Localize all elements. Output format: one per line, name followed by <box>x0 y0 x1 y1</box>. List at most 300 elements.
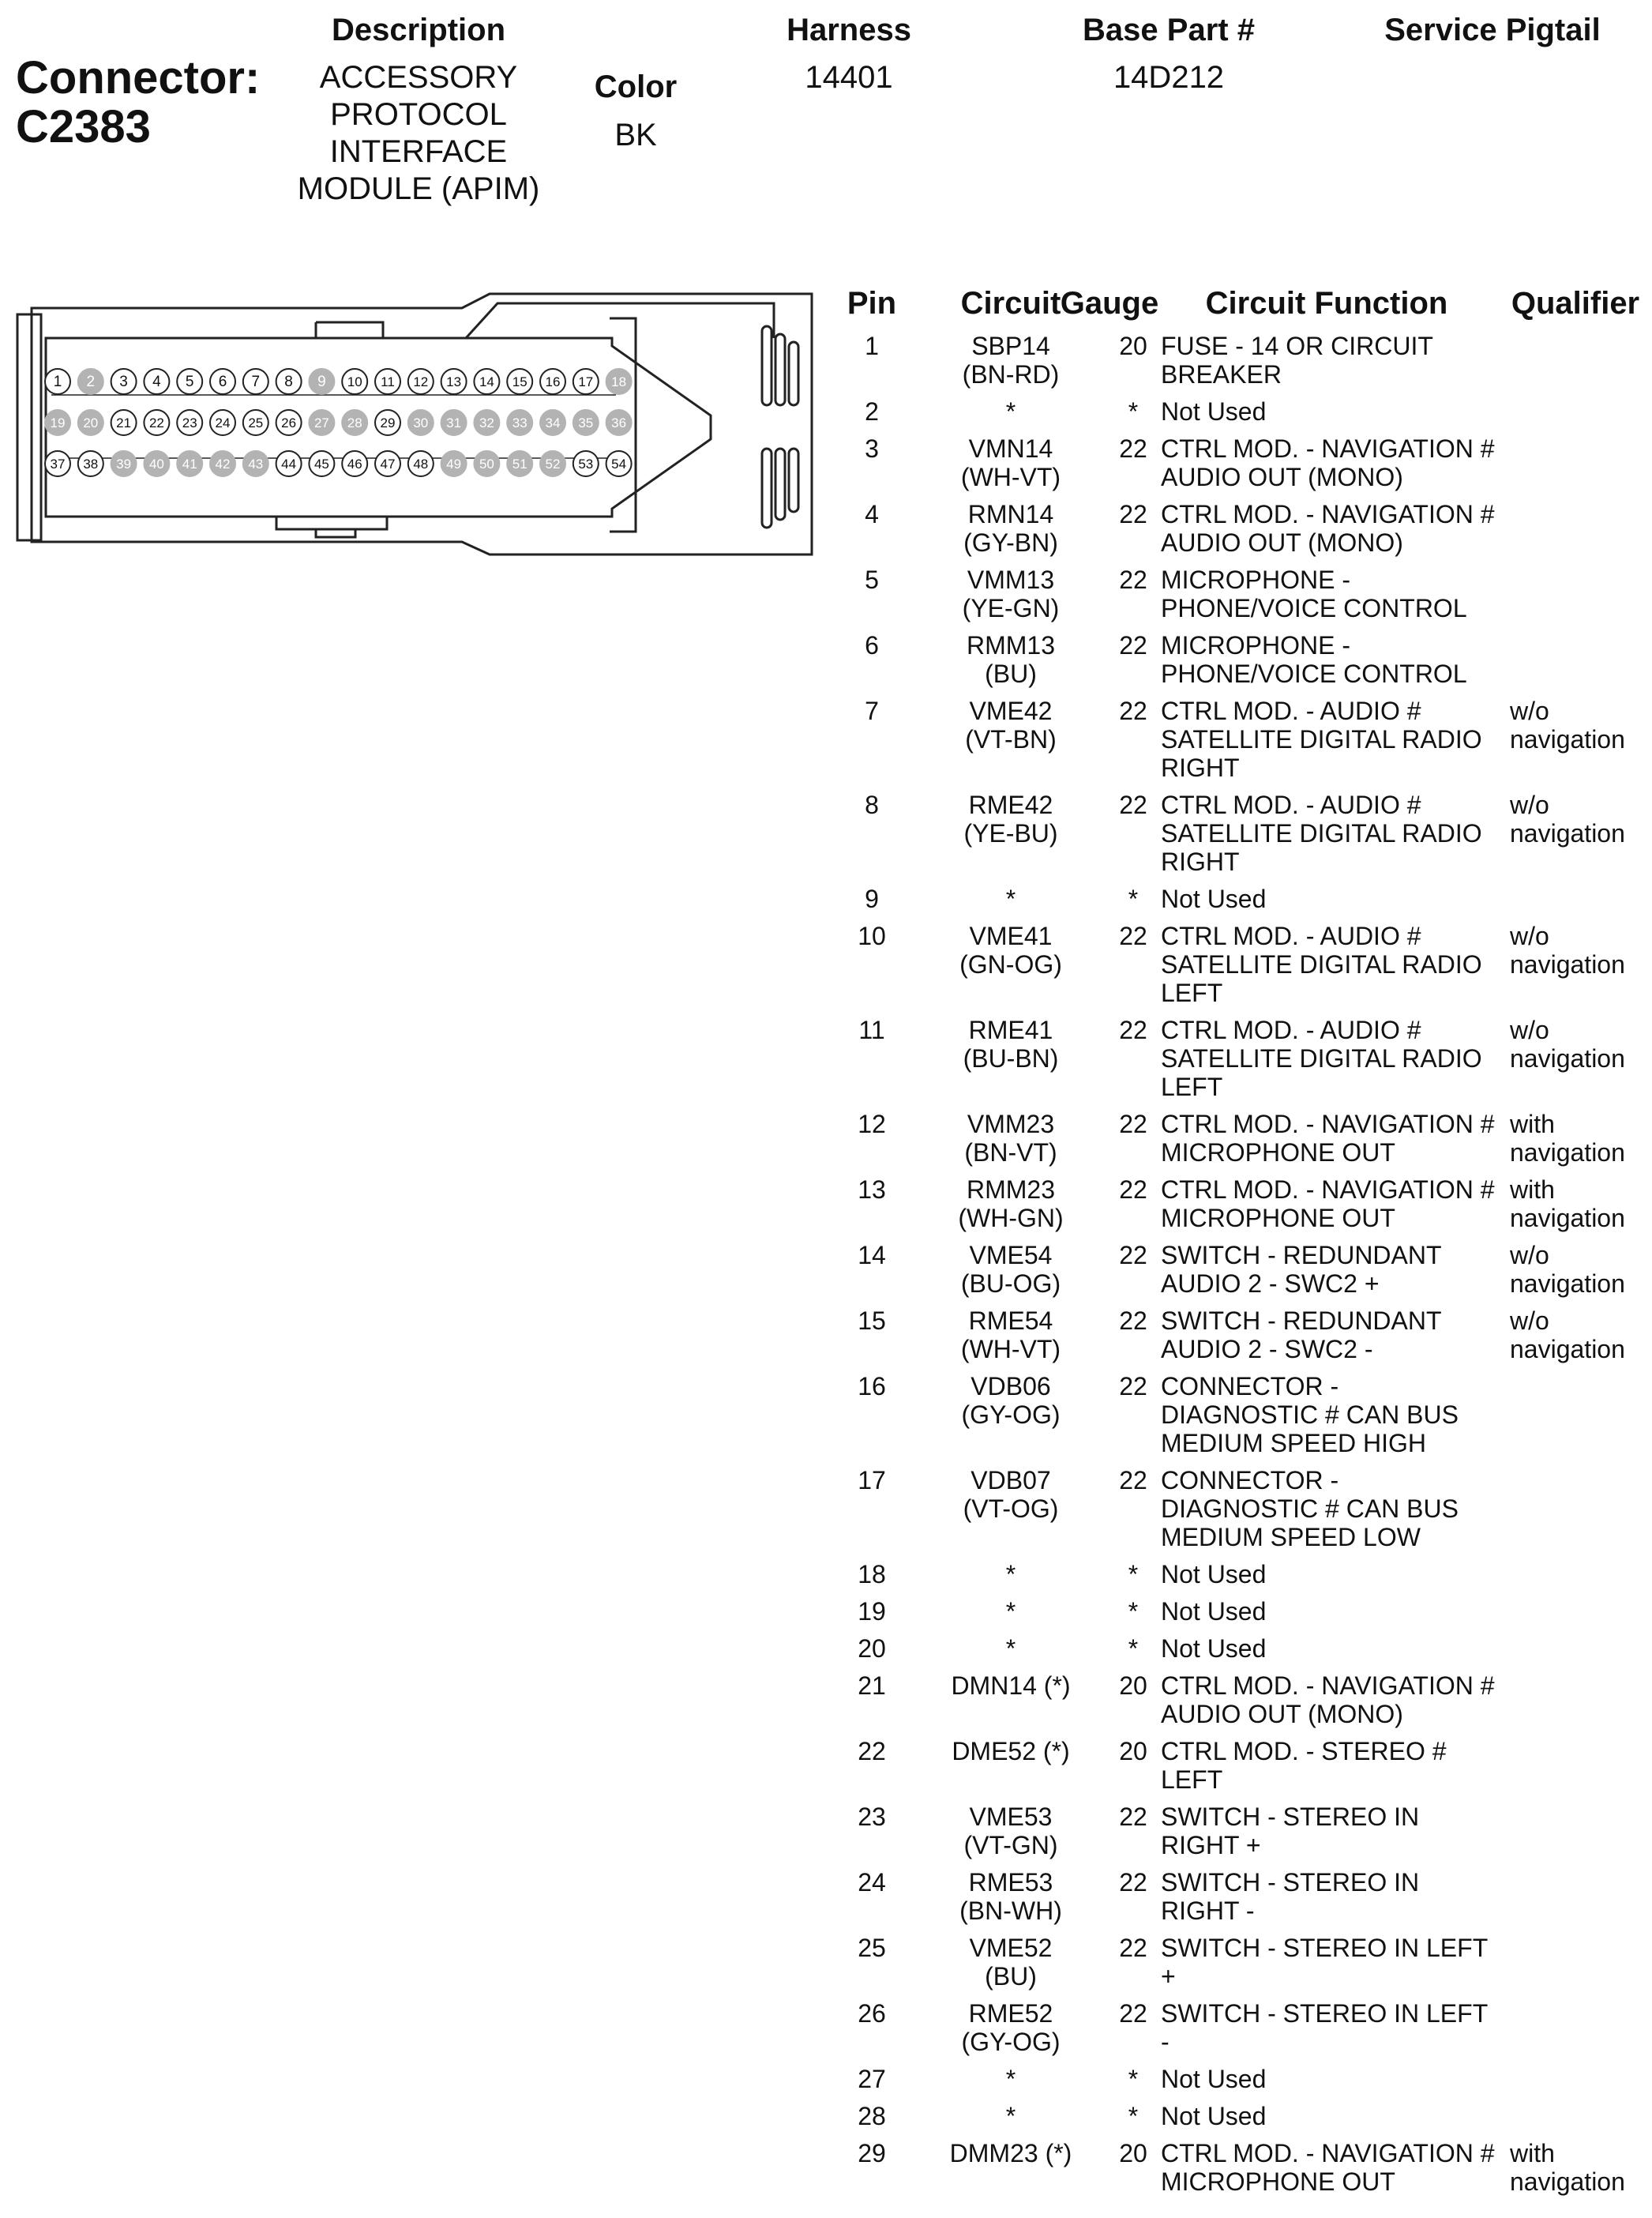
circuit-cell-line: (WH-VT) <box>960 1335 1061 1363</box>
function-cell-line: CTRL MOD. - AUDIO # <box>1161 697 1421 725</box>
circuit-cell-line: VME53 <box>969 1803 1053 1831</box>
pin-number: 4 <box>152 374 161 390</box>
function-cell-line: AUDIO 2 - SWC2 + <box>1161 1269 1380 1298</box>
pin-cavity <box>210 451 235 476</box>
pin-cavity <box>78 451 103 476</box>
table-row <box>821 332 1643 389</box>
pin-number: 18 <box>611 374 627 389</box>
pin-number: 32 <box>479 415 494 430</box>
pin-cavity <box>408 451 434 476</box>
table-row <box>821 1999 1643 2056</box>
table-row <box>821 1175 1643 1232</box>
pin-cavity <box>78 410 103 435</box>
function-cell-line: CTRL MOD. - NAVIGATION # <box>1161 1175 1495 1204</box>
table-row <box>821 791 1643 876</box>
pin-cavity <box>45 410 70 435</box>
harness-header: Harness <box>787 13 911 47</box>
function-cell <box>1161 434 1532 491</box>
pin-cavity <box>408 410 434 435</box>
function-cell-line: MEDIUM SPEED HIGH <box>1161 1429 1427 1457</box>
qualifier-cell <box>1510 1241 1652 1298</box>
qualifier-cell <box>1510 791 1652 848</box>
pin-cavity <box>144 410 169 435</box>
pin-cavity <box>243 451 268 476</box>
circuit-cell-line: (WH-VT) <box>960 463 1061 491</box>
function-cell-line: Not Used <box>1161 2102 1267 2130</box>
pin-cavity <box>573 369 599 394</box>
function-cell-line: - <box>1161 2028 1170 2056</box>
function-cell-line: Not Used <box>1161 1560 1267 1588</box>
circuit-cell-line: SBP14 <box>971 332 1050 360</box>
function-cell-line: SATELLITE DIGITAL RADIO <box>1161 1044 1482 1073</box>
pin-cavity <box>342 410 367 435</box>
circuit-cell-line: RMM23 <box>966 1175 1055 1204</box>
pin-cavity <box>441 451 467 476</box>
circuit-cell-line: VME42 <box>969 697 1053 725</box>
function-cell-line: Not Used <box>1161 397 1267 426</box>
gauge-cell: * <box>1128 1634 1139 1663</box>
pin-cavity <box>507 451 532 476</box>
gauge-cell: 20 <box>1119 1737 1147 1765</box>
pin-cavity <box>210 410 235 435</box>
gauge-cell: 22 <box>1119 566 1147 594</box>
pin-cavity <box>474 410 499 435</box>
qualifier-cell <box>1510 697 1652 754</box>
pin-number: 33 <box>512 415 528 430</box>
function-cell <box>1161 1934 1532 1991</box>
circuit-cell-line: (WH-GN) <box>958 1204 1064 1232</box>
gauge-cell: * <box>1128 1560 1139 1588</box>
pin-number: 24 <box>215 415 231 430</box>
function-cell-line: CTRL MOD. - AUDIO # <box>1161 791 1421 819</box>
function-cell-line: CTRL MOD. - NAVIGATION # <box>1161 1110 1495 1138</box>
function-cell-line: LEFT <box>1161 1765 1223 1794</box>
pin-cavity <box>573 451 599 476</box>
pin-number: 46 <box>347 457 362 472</box>
circuit-cell-line: (BU) <box>985 660 1037 688</box>
pin-cavity <box>375 410 400 435</box>
function-cell <box>1161 1241 1532 1298</box>
col-header-pin: Pin <box>847 286 897 321</box>
pin-cavity <box>177 410 202 435</box>
base-part-header: Base Part # <box>1083 13 1255 47</box>
table-row <box>821 2102 1643 2130</box>
function-cell-line: MICROPHONE OUT <box>1161 2167 1395 2196</box>
circuit-cell-line: * <box>1005 1597 1016 1626</box>
pin-number: 2 <box>86 374 96 390</box>
pin-cell: 5 <box>865 566 879 594</box>
function-cell <box>1161 2139 1532 2196</box>
pin-number: 34 <box>545 415 561 430</box>
function-cell-line: AUDIO OUT (MONO) <box>1161 1700 1403 1728</box>
circuit-cell-line: (VT-GN) <box>963 1831 1058 1859</box>
pin-cavity <box>540 451 565 476</box>
qualifier-cell <box>1510 1110 1652 1167</box>
pin-cell: 14 <box>858 1241 886 1269</box>
gauge-cell: * <box>1128 2065 1139 2093</box>
function-cell <box>1161 1560 1532 1588</box>
circuit-cell-line: DMN14 (*) <box>951 1671 1071 1700</box>
pin-number: 14 <box>479 374 494 389</box>
connector-label: Connector: <box>16 52 261 103</box>
qualifier-cell-line: navigation <box>1510 819 1625 848</box>
gauge-cell: 22 <box>1119 1241 1147 1269</box>
gauge-cell: * <box>1128 885 1139 913</box>
gauge-cell: * <box>1128 397 1139 426</box>
qualifier-cell-line: navigation <box>1510 1269 1625 1298</box>
gauge-cell: 22 <box>1119 1016 1147 1044</box>
service-pigtail-header: Service Pigtail <box>1384 13 1601 47</box>
pin-number: 11 <box>381 374 395 389</box>
gauge-cell: 22 <box>1119 697 1147 725</box>
function-cell <box>1161 1803 1532 1859</box>
pin-cavity <box>375 369 400 394</box>
gauge-cell: 22 <box>1119 1372 1147 1400</box>
description-header: Description <box>331 13 506 47</box>
qualifier-cell-line: w/o <box>1510 791 1549 819</box>
circuit-cell-line: (GN-OG) <box>959 950 1062 979</box>
pin-number: 13 <box>446 374 462 389</box>
circuit-cell-line: (BU) <box>985 1962 1037 1991</box>
circuit-cell-line: VDB07 <box>971 1466 1051 1494</box>
function-cell-line: LEFT <box>1161 979 1223 1007</box>
pin-cell: 19 <box>858 1597 886 1626</box>
circuit-cell-line: RME53 <box>968 1868 1053 1897</box>
function-cell-line: FUSE - 14 OR CIRCUIT <box>1161 332 1433 360</box>
function-cell-line: MICROPHONE - <box>1161 566 1350 594</box>
function-cell-line: SWITCH - REDUNDANT <box>1161 1306 1442 1335</box>
pin-cell: 17 <box>858 1466 886 1494</box>
qualifier-cell-line: navigation <box>1510 1138 1625 1167</box>
description-value: ACCESSORY PROTOCOL INTERFACE MODULE (APIM) <box>297 60 540 206</box>
function-cell <box>1161 631 1532 688</box>
pin-cavity <box>78 369 103 394</box>
pin-cell: 8 <box>865 791 879 819</box>
gauge-cell: 20 <box>1119 332 1147 360</box>
function-cell-line: SWITCH - STEREO IN LEFT <box>1161 1934 1489 1962</box>
pin-cavity <box>111 369 137 394</box>
function-cell <box>1161 885 1532 913</box>
gauge-cell: * <box>1128 2102 1139 2130</box>
circuit-cell-line: * <box>1005 885 1016 913</box>
table-row <box>821 1737 1643 1794</box>
pin-number: 12 <box>413 374 429 389</box>
pin-cavity <box>375 451 400 476</box>
function-cell-line: CTRL MOD. - NAVIGATION # <box>1161 434 1495 463</box>
function-cell <box>1161 1634 1532 1663</box>
qualifier-cell-line: navigation <box>1510 950 1625 979</box>
qualifier-cell-line: navigation <box>1510 2167 1625 2196</box>
function-cell-line: + <box>1161 1962 1176 1991</box>
pin-cavity <box>408 369 434 394</box>
function-cell-line: MEDIUM SPEED LOW <box>1161 1523 1421 1551</box>
function-cell-line: CONNECTOR - <box>1161 1372 1339 1400</box>
pin-number: 45 <box>314 457 329 472</box>
pin-cavity <box>573 410 599 435</box>
pin-number: 7 <box>251 374 261 390</box>
function-cell-line: CTRL MOD. - AUDIO # <box>1161 1016 1421 1044</box>
pin-cavity <box>177 369 202 394</box>
qualifier-cell-line: with <box>1510 2139 1555 2167</box>
circuit-cell-line: VMM23 <box>967 1110 1055 1138</box>
qualifier-cell-line: w/o <box>1510 922 1549 950</box>
function-cell-line: RIGHT <box>1161 848 1240 876</box>
function-cell-line: SATELLITE DIGITAL RADIO <box>1161 819 1482 848</box>
pin-cavity <box>111 451 137 476</box>
gauge-cell: 22 <box>1119 791 1147 819</box>
pin-cell: 16 <box>858 1372 886 1400</box>
circuit-cell-line: RME41 <box>968 1016 1053 1044</box>
pin-number: 44 <box>281 457 297 472</box>
pin-number: 20 <box>83 415 99 430</box>
pin-cavity <box>210 369 235 394</box>
function-cell <box>1161 1868 1532 1925</box>
col-header-gauge: Gauge <box>1060 286 1159 321</box>
table-row <box>821 1597 1643 1626</box>
circuit-cell-line: DMM23 (*) <box>949 2139 1072 2167</box>
pin-number: 54 <box>611 457 627 472</box>
pin-grid <box>45 369 632 476</box>
circuit-cell-line: (BN-WH) <box>959 1897 1062 1925</box>
pin-cavity <box>606 451 632 476</box>
pin-number: 27 <box>314 415 329 430</box>
pin-cell: 7 <box>865 697 879 725</box>
pin-cavity <box>144 369 169 394</box>
pin-number: 8 <box>284 374 293 390</box>
pin-number: 23 <box>182 415 197 430</box>
color-value: BK <box>614 118 657 152</box>
function-cell <box>1161 1110 1532 1167</box>
pin-number: 30 <box>413 415 429 430</box>
gauge-cell: 22 <box>1119 1868 1147 1897</box>
circuit-cell-line: (BN-RD) <box>962 360 1060 389</box>
function-cell <box>1161 566 1532 622</box>
circuit-cell-line: (YE-GN) <box>962 594 1060 622</box>
function-cell-line: RIGHT + <box>1161 1831 1261 1859</box>
pin-number: 29 <box>380 415 396 430</box>
pin-cavity <box>606 369 632 394</box>
table-row <box>821 1466 1643 1551</box>
function-cell <box>1161 791 1532 876</box>
pin-cell: 22 <box>858 1737 886 1765</box>
pin-cavity <box>342 451 367 476</box>
gauge-cell: 22 <box>1119 1466 1147 1494</box>
pin-cavity <box>309 410 334 435</box>
table-row <box>821 1372 1643 1457</box>
pin-number: 48 <box>413 457 429 472</box>
circuit-cell-line: RME54 <box>968 1306 1053 1335</box>
qualifier-cell-line: w/o <box>1510 1016 1549 1044</box>
table-row <box>821 1634 1643 1663</box>
pin-cell: 20 <box>858 1634 886 1663</box>
qualifier-cell-line: with <box>1510 1175 1555 1204</box>
pin-number: 53 <box>578 457 594 472</box>
function-cell <box>1161 1737 1532 1794</box>
function-cell <box>1161 500 1532 557</box>
table-row <box>821 1110 1643 1167</box>
pin-number: 31 <box>446 415 462 430</box>
function-cell-line: MICROPHONE OUT <box>1161 1204 1395 1232</box>
circuit-cell-line: * <box>1005 397 1016 426</box>
qualifier-cell-line: w/o <box>1510 1306 1549 1335</box>
circuit-cell-line: (YE-BU) <box>963 819 1058 848</box>
base-part-value: 14D212 <box>1113 60 1225 95</box>
connector-title <box>16 54 260 152</box>
gauge-cell: 20 <box>1119 1671 1147 1700</box>
pin-number: 51 <box>512 457 528 472</box>
qualifier-cell-line: w/o <box>1510 1241 1549 1269</box>
qualifier-cell-line: with <box>1510 1110 1555 1138</box>
function-cell-line: SWITCH - REDUNDANT <box>1161 1241 1442 1269</box>
circuit-cell-line: (BU-BN) <box>963 1044 1059 1073</box>
function-cell-line: PHONE/VOICE CONTROL <box>1161 660 1467 688</box>
circuit-cell-line: VME41 <box>969 922 1053 950</box>
gauge-cell: 22 <box>1119 922 1147 950</box>
table-row <box>821 631 1643 688</box>
circuit-cell-line: VME52 <box>969 1934 1053 1962</box>
pin-cavity <box>309 451 334 476</box>
pin-number: 17 <box>578 374 594 389</box>
qualifier-cell-line: w/o <box>1510 697 1549 725</box>
pin-number: 15 <box>512 374 528 389</box>
qualifier-cell-line: navigation <box>1510 1044 1625 1073</box>
pin-cell: 28 <box>858 2102 886 2130</box>
function-cell <box>1161 1999 1532 2056</box>
function-cell-line: DIAGNOSTIC # CAN BUS <box>1161 1494 1459 1523</box>
function-cell <box>1161 1372 1532 1457</box>
qualifier-cell-line: navigation <box>1510 725 1625 754</box>
function-cell-line: MICROPHONE OUT <box>1161 1138 1395 1167</box>
function-cell <box>1161 1671 1532 1728</box>
gauge-cell: 22 <box>1119 1306 1147 1335</box>
function-cell-line: CTRL MOD. - NAVIGATION # <box>1161 1671 1495 1700</box>
table-row <box>821 1868 1643 1925</box>
pin-cavity <box>441 410 467 435</box>
circuit-cell-line: (VT-BN) <box>965 725 1057 754</box>
pin-cavity <box>441 369 467 394</box>
function-cell <box>1161 397 1532 426</box>
gauge-cell: 20 <box>1119 2139 1147 2167</box>
pin-number: 26 <box>281 415 297 430</box>
function-cell-line: CTRL MOD. - NAVIGATION # <box>1161 500 1495 528</box>
pin-cell: 12 <box>858 1110 886 1138</box>
pin-cavity <box>309 369 334 394</box>
circuit-cell-line: * <box>1005 1634 1016 1663</box>
color-header: Color <box>594 70 678 104</box>
circuit-cell-line: * <box>1005 2065 1016 2093</box>
pin-cavity <box>276 451 302 476</box>
pin-cavity <box>474 451 499 476</box>
pin-cell: 10 <box>858 922 886 950</box>
function-cell-line: AUDIO OUT (MONO) <box>1161 463 1403 491</box>
col-header-circuit: Circuit <box>960 286 1061 321</box>
qualifier-cell <box>1510 1016 1652 1073</box>
pin-cavity <box>243 410 268 435</box>
pin-cell: 11 <box>858 1016 885 1044</box>
pin-number: 35 <box>578 415 594 430</box>
pin-cavity <box>474 369 499 394</box>
pin-cell: 15 <box>858 1306 886 1335</box>
pin-cell: 6 <box>865 631 879 660</box>
pin-cavity <box>45 451 70 476</box>
pin-number: 52 <box>545 457 561 472</box>
pin-cell: 23 <box>858 1803 886 1831</box>
circuit-cell-line: RME42 <box>968 791 1053 819</box>
pin-number: 21 <box>116 415 132 430</box>
pin-cell: 3 <box>865 434 879 463</box>
pin-cavity <box>276 410 302 435</box>
function-cell-line: LEFT <box>1161 1073 1223 1101</box>
gauge-cell: * <box>1128 1597 1139 1626</box>
table-row <box>821 922 1643 1007</box>
gauge-cell: 22 <box>1119 434 1147 463</box>
function-cell <box>1161 1175 1532 1232</box>
col-header-qualifier: Qualifier <box>1511 286 1640 321</box>
table-row <box>821 1241 1643 1298</box>
pin-cavity <box>342 369 367 394</box>
table-row <box>821 566 1643 622</box>
function-cell-line: DIAGNOSTIC # CAN BUS <box>1161 1400 1459 1429</box>
pin-cell: 18 <box>858 1560 886 1588</box>
pin-number: 16 <box>545 374 561 389</box>
table-row <box>821 1671 1643 1728</box>
pin-cavity <box>606 410 632 435</box>
pin-number: 39 <box>116 457 132 472</box>
pin-number: 47 <box>380 457 396 472</box>
pin-number: 1 <box>53 374 62 390</box>
pin-number: 37 <box>50 457 66 472</box>
harness-value: 14401 <box>805 60 893 95</box>
pin-number: 43 <box>248 457 264 472</box>
connector-face-diagram <box>16 291 813 562</box>
circuit-cell-line: VMN14 <box>968 434 1053 463</box>
circuit-cell-line: (BN-VT) <box>964 1138 1057 1167</box>
pin-number: 49 <box>446 457 462 472</box>
pin-number: 42 <box>215 457 231 472</box>
pin-cavity <box>507 410 532 435</box>
function-cell <box>1161 1597 1532 1626</box>
function-cell <box>1161 1306 1532 1363</box>
table-row <box>821 397 1643 426</box>
circuit-cell-line: * <box>1005 1560 1016 1588</box>
table-row <box>821 434 1643 491</box>
circuit-cell-line: RME52 <box>968 1999 1053 2028</box>
function-cell <box>1161 332 1532 389</box>
pin-cell: 1 <box>865 332 879 360</box>
pin-cell: 24 <box>858 1868 886 1897</box>
pin-cavity <box>111 410 137 435</box>
qualifier-cell-line: navigation <box>1510 1204 1625 1232</box>
function-cell <box>1161 2065 1532 2093</box>
circuit-cell-line: (GY-OG) <box>961 2028 1061 2056</box>
circuit-cell-line: DME52 (*) <box>952 1737 1070 1765</box>
qualifier-cell <box>1510 922 1652 979</box>
function-cell <box>1161 2102 1532 2130</box>
pin-cell: 2 <box>865 397 879 426</box>
circuit-cell-line: (VT-OG) <box>963 1494 1059 1523</box>
circuit-cell-line: (GY-OG) <box>961 1400 1061 1429</box>
pin-cell: 9 <box>865 885 879 913</box>
pin-number: 5 <box>185 374 194 390</box>
pin-cell: 26 <box>858 1999 886 2028</box>
pin-cell: 13 <box>858 1175 886 1204</box>
table-row <box>821 2065 1643 2093</box>
table-row <box>821 1934 1643 1991</box>
gauge-cell: 22 <box>1119 631 1147 660</box>
pin-number: 25 <box>248 415 264 430</box>
connector-id: C2383 <box>16 101 151 152</box>
circuit-cell-line: VMM13 <box>967 566 1055 594</box>
